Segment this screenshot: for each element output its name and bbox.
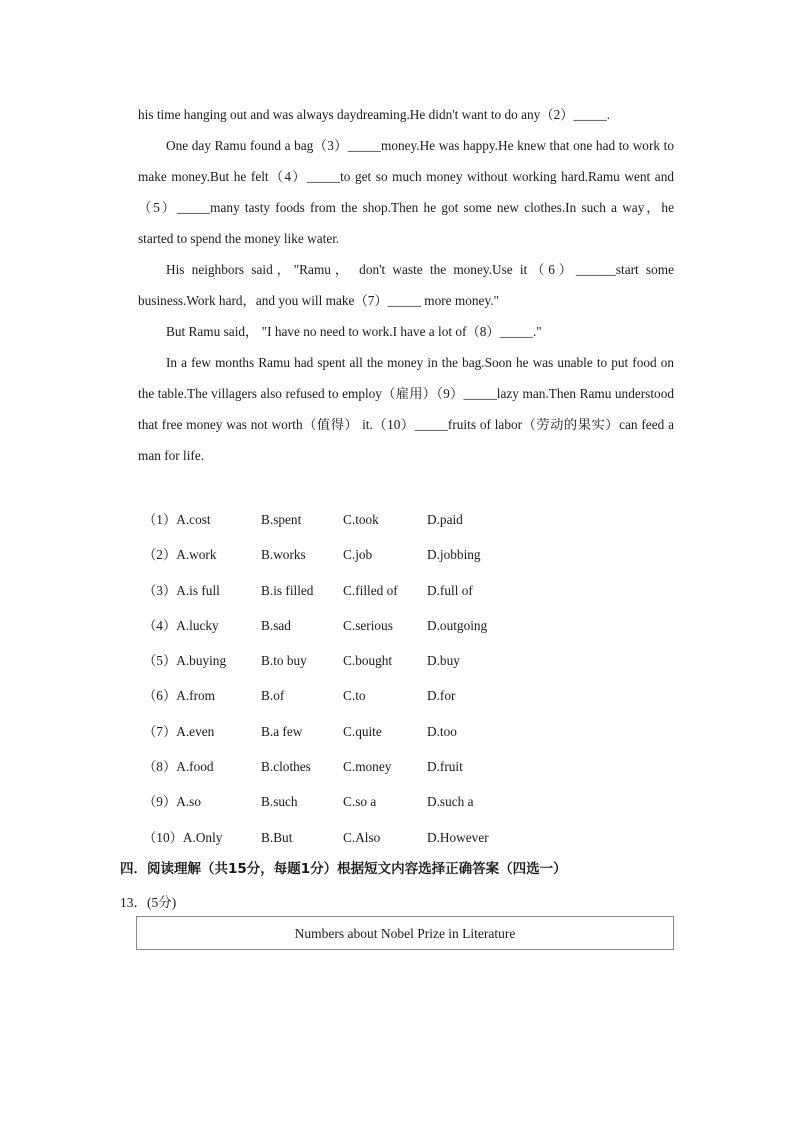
option-row (143, 573, 563, 608)
boxed-passage-title: Numbers about Nobel Prize in Literature (136, 916, 674, 950)
option-row (143, 714, 563, 749)
option-c: C.job (343, 547, 373, 563)
option-b: B.sad (261, 617, 291, 633)
option-c: C.money (343, 759, 392, 775)
option-row (143, 749, 563, 784)
option-c: C.serious (343, 617, 393, 633)
option-a: （3）A.is full (143, 582, 220, 598)
answer-options (143, 502, 563, 855)
passage-paragraph: His neighbors said，"Ramu， don't waste the money.Use it（6）______start some business.Work hard，and you will make（7）_____ more money." (138, 262, 674, 308)
option-a: （1）A.cost (143, 512, 211, 527)
option-d: D.However (427, 829, 489, 845)
option-b: B.But (261, 829, 293, 845)
option-a: （2）A.work (143, 547, 217, 563)
option-row (143, 784, 563, 819)
option-b: B.is filled (261, 582, 314, 598)
option-d: D.such a (427, 794, 474, 810)
option-b: B.such (261, 794, 298, 810)
option-row (143, 678, 563, 713)
option-d: D.buy (427, 653, 460, 669)
section-heading: 四．阅读理解（共15分，每题1分）根据短文内容选择正确答案（四选一） (120, 861, 567, 877)
option-c: C.quite (343, 723, 382, 739)
option-row (143, 820, 563, 855)
option-c: C.bought (343, 653, 393, 669)
passage-paragraph: In a few months Ramu had spent all the money in the bag.Soon he was unable to put food on the table.The villagers also refused to employ（雇用）（9）_____lazy man.Then Ramu understood that free money was not worth（值得） it.（10）_____fruits of labor（劳动的果实）can feed a man for life. (138, 355, 674, 463)
option-a: （7）A.even (143, 723, 215, 739)
option-b: B.clothes (261, 759, 311, 775)
option-c: C.so a (343, 794, 377, 810)
option-d: D.too (427, 723, 457, 739)
option-a: （4）A.lucky (143, 617, 219, 633)
option-a: （8）A.food (143, 759, 214, 775)
passage-paragraph: his time hanging out and was always daydreaming.He didn't want to do any（2）_____. (138, 107, 611, 122)
option-row (143, 608, 563, 643)
option-b: B.spent (261, 512, 302, 527)
passage-paragraph: One day Ramu found a bag（3）_____money.He was happy.He knew that one had to work to make money.But he felt（4）_____to get so much money without working hard.Ramu went and（5）_____many tasty foods from the shop.Then he got some new clothes.In such a way，he started to spend the money like water. (138, 138, 674, 246)
option-b: B.of (261, 688, 285, 704)
option-d: D.full of (427, 582, 473, 598)
question-number: 13．(5分) (120, 895, 177, 910)
option-row (143, 502, 563, 537)
option-c: C.Also (343, 829, 381, 845)
option-a: （6）A.from (143, 688, 216, 704)
option-c: C.took (343, 512, 379, 527)
option-a: （10）A.Only (143, 829, 223, 845)
option-a: （9）A.so (143, 794, 201, 810)
option-b: B.to buy (261, 653, 307, 669)
option-row (143, 537, 563, 572)
option-b: B.a few (261, 723, 303, 739)
option-c: C.filled of (343, 582, 398, 598)
option-b: B.works (261, 547, 306, 563)
option-d: D.for (427, 688, 456, 704)
option-d: D.outgoing (427, 617, 488, 633)
option-d: D.paid (427, 512, 463, 527)
option-row (143, 643, 563, 678)
option-d: D.jobbing (427, 547, 481, 563)
option-d: D.fruit (427, 759, 463, 775)
option-c: C.to (343, 688, 366, 704)
cloze-passage (138, 99, 674, 471)
passage-paragraph: But Ramu said， "I have no need to work.I have a lot of（8）_____." (166, 324, 542, 339)
option-a: （5）A.buying (143, 653, 227, 669)
